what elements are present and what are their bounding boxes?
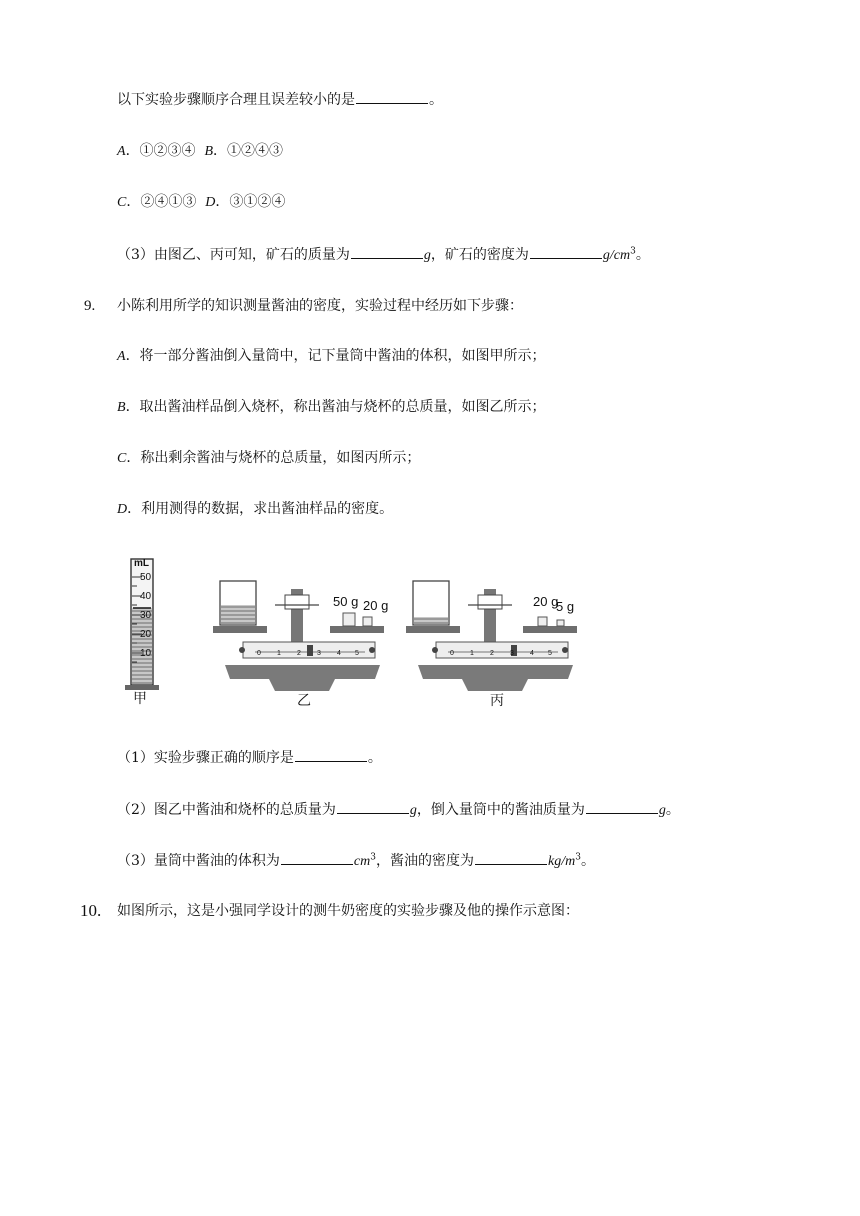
weight-label: 5 g (556, 599, 575, 614)
question-number: 10. (80, 901, 102, 920)
graduated-cylinder (125, 558, 159, 706)
scale-number: 0 (450, 650, 454, 657)
q3-unit-mass: g (423, 248, 431, 263)
option-b-text: ．①②④③ (213, 143, 284, 159)
sub3-end: 。 (580, 853, 595, 869)
step-label: A (117, 349, 126, 364)
sub-question-3: （3）量筒中酱油的体积为 $cm^3$，酱油的密度为 $kg/m^3$。 (117, 850, 595, 872)
sub-question-1 (117, 747, 382, 768)
step-label: D (117, 502, 128, 517)
answer-blank[interactable] (475, 850, 547, 865)
balance-bing (406, 581, 577, 708)
answer-blank[interactable] (356, 89, 428, 104)
question-intro (117, 89, 443, 110)
scale-number: 3 (510, 650, 514, 657)
scale-number: 4 (530, 650, 534, 657)
question-stem: 如图所示，这是小强同学设计的测牛奶密度的实验步骤及他的操作示意图： (117, 903, 579, 919)
options-cd (117, 192, 285, 213)
cylinder-tick: 50 (140, 572, 152, 583)
scale-number: 5 (548, 650, 552, 657)
answer-blank[interactable] (295, 747, 367, 762)
step-c (117, 448, 420, 469)
sub2-mid: ，倒入量筒中的酱油质量为 (416, 802, 585, 818)
q3-prefix: （3）由图乙、丙可知，矿石的质量为 (117, 247, 350, 263)
figure-caption-yi: 乙 (297, 692, 311, 708)
option-c-label: C (117, 195, 127, 210)
balance-yi (213, 581, 388, 708)
option-c-text: ．②④①③ (126, 194, 197, 210)
answer-blank[interactable] (337, 799, 409, 814)
figure-caption-jia: 甲 (133, 690, 147, 706)
scale-number: 0 (257, 650, 261, 657)
scale-number: 5 (355, 650, 359, 657)
scale-number: 3 (317, 650, 321, 657)
sub3-prefix: （3）量筒中酱油的体积为 (117, 853, 280, 869)
scale-number: 2 (490, 650, 494, 657)
sub2-unit: g (658, 803, 666, 818)
figure-illustration (118, 553, 598, 713)
option-d-text: ．③①②④ (215, 194, 286, 210)
sub-question-3-top: （3）由图乙、丙可知，矿石的质量为 g，矿石的密度为 $g/cm^3$。 (117, 244, 650, 266)
options-ab (117, 141, 283, 162)
weight-label: 50 g (333, 594, 359, 609)
option-d-label: D (205, 195, 216, 210)
step-text: ．称出剩余酱油与烧杯的总质量，如图丙所示； (126, 450, 421, 466)
step-text: ．将一部分酱油倒入量筒中，记下量筒中酱油的体积，如图甲所示； (125, 348, 546, 364)
cylinder-unit: mL (134, 558, 149, 569)
experiment-figure (118, 553, 598, 713)
step-b (117, 397, 546, 418)
sub2-prefix: （2）图乙中酱油和烧杯的总质量为 (117, 802, 336, 818)
cylinder-tick: 30 (140, 610, 152, 621)
cylinder-tick: 20 (140, 629, 152, 640)
question-stem: 小陈利用所学的知识测量酱油的密度，实验过程中经历如下步骤： (117, 298, 523, 314)
answer-blank[interactable] (281, 850, 353, 865)
weight-label: 20 g (363, 598, 389, 613)
sub3-unit-volume: cm (353, 854, 371, 869)
sub3-mid: ，酱油的密度为 (375, 853, 474, 869)
option-b-label: B (204, 144, 214, 159)
sub3-unit-density: kg/m (547, 854, 576, 869)
scale-number: 1 (470, 650, 474, 657)
cylinder-tick: 10 (140, 648, 152, 659)
q3-unit-density: g/cm (602, 248, 631, 263)
intro-text: 以下实验步骤顺序合理且误差较小的是 (117, 92, 355, 108)
scale-number: 1 (277, 650, 281, 657)
answer-blank[interactable] (351, 244, 423, 259)
option-a-label: A (117, 144, 126, 159)
sub-question-2 (117, 799, 680, 821)
intro-end: 。 (429, 92, 443, 108)
step-d (117, 499, 393, 520)
question-number: 9. (84, 298, 96, 314)
sub1-end: 。 (367, 750, 382, 766)
step-a (117, 346, 546, 367)
figure-caption-bing: 丙 (490, 692, 504, 708)
cylinder-tick: 40 (140, 591, 152, 602)
step-label: C (117, 451, 127, 466)
sub2-unit: g (409, 803, 417, 818)
scale-number: 4 (337, 650, 341, 657)
scale-number: 2 (297, 650, 301, 657)
answer-blank[interactable] (586, 799, 658, 814)
q3-mid: ，矿石的密度为 (430, 247, 529, 263)
answer-blank[interactable] (530, 244, 602, 259)
q3-end: 。 (635, 247, 650, 263)
step-label: B (117, 400, 126, 415)
sub1-text: （1）实验步骤正确的顺序是 (117, 750, 294, 766)
step-text: ．取出酱油样品倒入烧杯，称出酱油与烧杯的总质量，如图乙所示； (125, 399, 546, 415)
step-text: ．利用测得的数据，求出酱油样品的密度。 (127, 501, 394, 517)
sub2-end: 。 (665, 802, 680, 818)
option-a-text: ．①②③④ (125, 143, 196, 159)
weight-label: 20 g (533, 594, 559, 609)
